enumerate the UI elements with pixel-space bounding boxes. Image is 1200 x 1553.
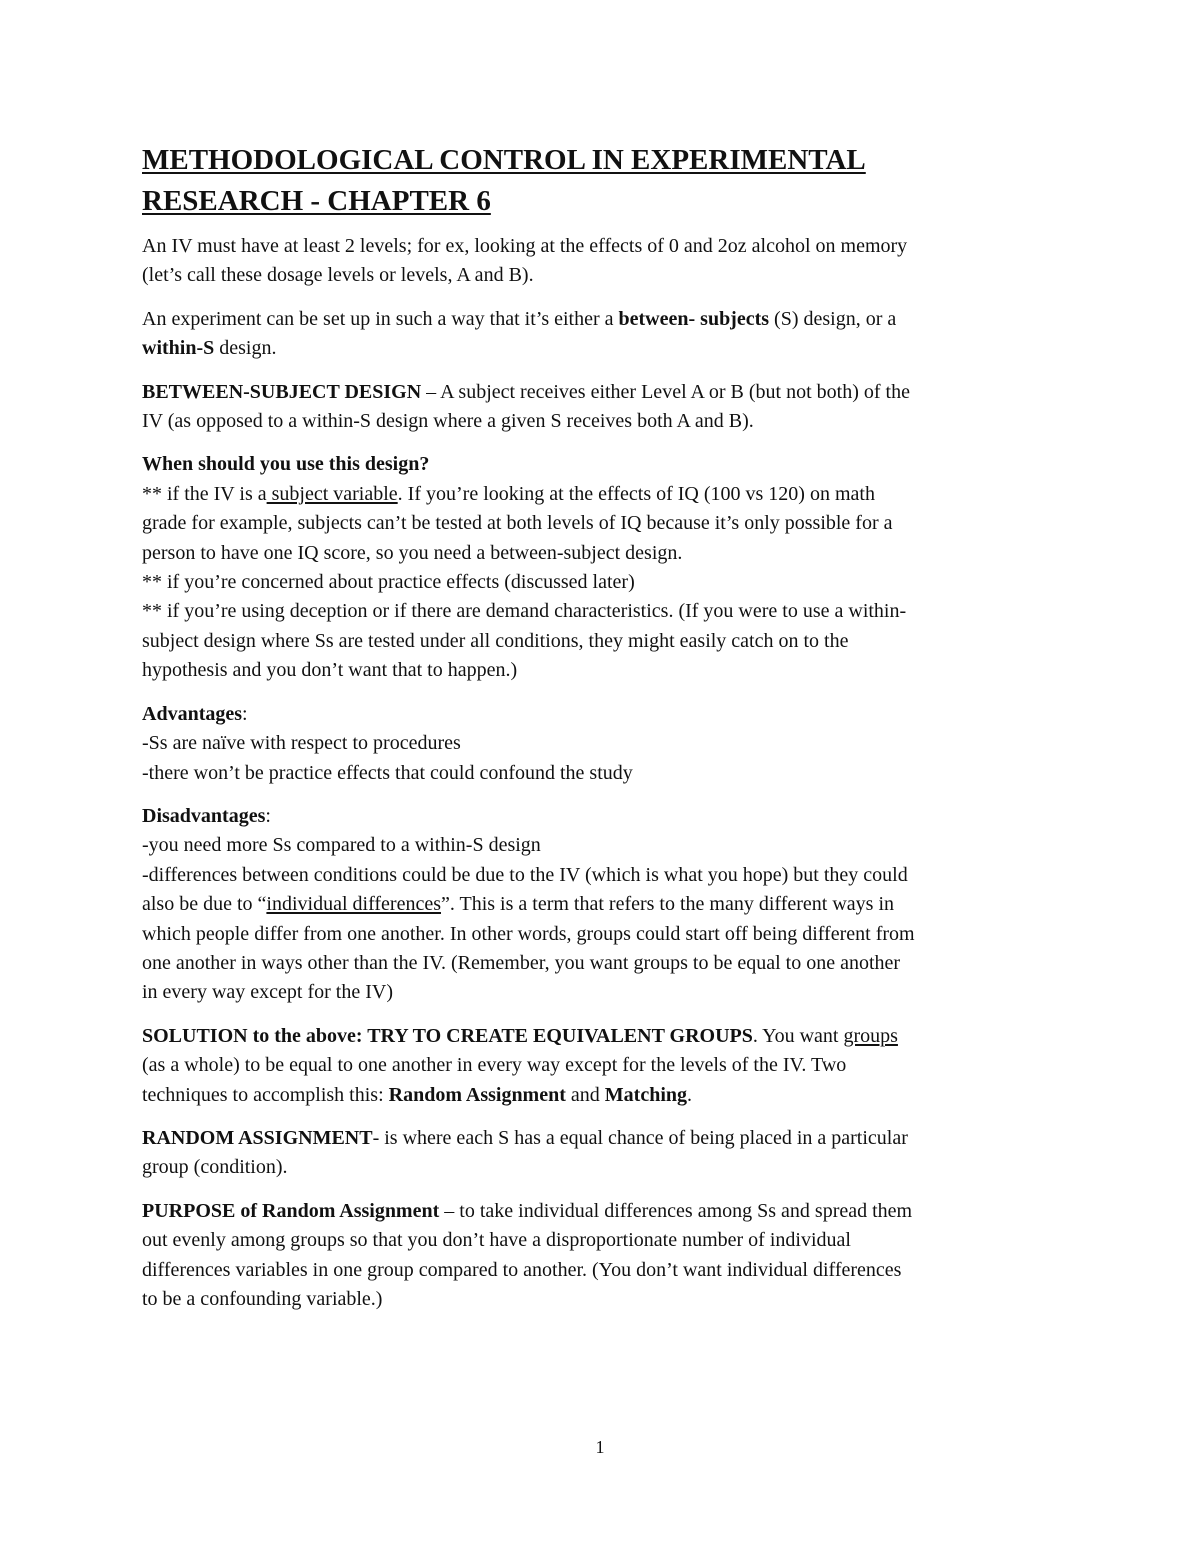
intro-2-text: (S) design, or a bbox=[769, 307, 897, 330]
title-line-2: RESEARCH - CHAPTER 6 bbox=[142, 185, 491, 217]
list-item: -there won’t be practice effects that could confound the study bbox=[142, 761, 633, 784]
random-assignment-label: RANDOM ASSIGNMENT bbox=[142, 1126, 373, 1149]
list-item: -differences between conditions could be due to the IV (which is what you hope) but they could bbox=[142, 863, 908, 886]
list-item: also be due to “ bbox=[142, 893, 267, 916]
between-subjects-term: between- subjects bbox=[618, 307, 770, 330]
matching-term: Matching bbox=[604, 1083, 687, 1106]
bullet-text: ** if the IV is a bbox=[142, 482, 267, 505]
within-s-term: within-S bbox=[142, 337, 215, 360]
heading-colon: : bbox=[242, 702, 248, 725]
list-item: in every way except for the IV) bbox=[142, 981, 393, 1004]
purpose-text: to be a confounding variable.) bbox=[142, 1288, 383, 1310]
intro-2-text: design. bbox=[214, 337, 277, 360]
solution-text: (as a whole) to be equal to one another in every way except for the levels of the IV. Two bbox=[142, 1054, 847, 1077]
document-body bbox=[142, 140, 1062, 1328]
list-item: -Ss are naïve with respect to procedures bbox=[142, 732, 461, 755]
purpose-paragraph bbox=[142, 1197, 1062, 1315]
advantages-heading: Advantages bbox=[142, 702, 243, 725]
solution-text: and bbox=[565, 1083, 605, 1106]
random-assignment-term: Random Assignment bbox=[388, 1083, 566, 1106]
solution-label: SOLUTION to the above: TRY TO CREATE EQUIVALENT GROUPS bbox=[142, 1024, 753, 1047]
page-number: 1 bbox=[595, 1437, 605, 1457]
heading-colon: : bbox=[265, 804, 271, 827]
bullet-text: subject design where Ss are tested under all conditions, they might easily catch on to the bbox=[142, 629, 849, 652]
bullet-text: grade for example, subjects can’t be tested at both levels of IQ because it’s only possible for a bbox=[142, 512, 893, 535]
bullet-text: . If you’re looking at the effects of IQ (100 vs 120) on math bbox=[397, 482, 875, 505]
solution-text: . You want bbox=[752, 1024, 844, 1047]
intro-paragraph-1 bbox=[142, 232, 1062, 291]
bullet-text: hypothesis and you don’t want that to happen.) bbox=[142, 659, 518, 682]
random-assignment-text: - is where each S has a equal chance of being placed in a particular bbox=[372, 1126, 908, 1149]
disadvantages-heading: Disadvantages bbox=[142, 804, 266, 827]
bullet-text: ** if you’re concerned about practice effects (discussed later) bbox=[142, 571, 635, 594]
solution-text: . bbox=[687, 1083, 692, 1106]
purpose-text: – to take individual differences among Ss and spread them bbox=[439, 1199, 913, 1222]
between-subject-label: BETWEEN-SUBJECT DESIGN bbox=[142, 380, 422, 403]
intro-1-line-2: (let’s call these dosage levels or levels, A and B). bbox=[142, 264, 534, 287]
list-item: one another in ways other than the IV. (Remember, you want groups to be equal to one another bbox=[142, 951, 901, 974]
bullet-text: ** if you’re using deception or if there are demand characteristics. (If you were to use a within- bbox=[142, 600, 907, 623]
when-to-use-section bbox=[142, 450, 1062, 685]
groups-term: groups bbox=[843, 1024, 898, 1047]
intro-paragraph-2 bbox=[142, 305, 1062, 364]
between-subject-paragraph bbox=[142, 378, 1062, 437]
list-item: which people differ from one another. In other words, groups could start off being different from bbox=[142, 922, 915, 945]
purpose-label: PURPOSE of Random Assignment bbox=[142, 1199, 440, 1222]
between-subject-text: IV (as opposed to a within-S design where a given S receives both A and B). bbox=[142, 410, 754, 433]
when-to-use-heading: When should you use this design? bbox=[142, 453, 430, 476]
intro-2-text: An experiment can be set up in such a way that it’s either a bbox=[142, 307, 619, 330]
disadvantages-section bbox=[142, 802, 1062, 1008]
bullet-text: person to have one IQ score, so you need a between-subject design. bbox=[142, 541, 683, 564]
purpose-text: out evenly among groups so that you don’t have a disproportionate number of individual bbox=[142, 1229, 851, 1252]
solution-paragraph bbox=[142, 1022, 1062, 1110]
subject-variable-term: subject variable bbox=[266, 482, 398, 505]
intro-1-line-1: An IV must have at least 2 levels; for ex, looking at the effects of 0 and 2oz alcohol on memory bbox=[142, 235, 908, 257]
individual-differences-term: individual differences bbox=[266, 893, 441, 916]
advantages-section bbox=[142, 700, 1062, 788]
document-title bbox=[142, 140, 1062, 222]
between-subject-text: – A subject receives either Level A or B (but not both) of the bbox=[421, 380, 910, 403]
title-line-1: METHODOLOGICAL CONTROL IN EXPERIMENTAL bbox=[142, 144, 866, 176]
purpose-text: differences variables in one group compared to another. (You don’t want individual differences bbox=[142, 1258, 902, 1281]
random-assignment-text: group (condition). bbox=[142, 1156, 288, 1179]
list-item: ”. This is a term that refers to the many different ways in bbox=[440, 893, 895, 916]
list-item: -you need more Ss compared to a within-S design bbox=[142, 834, 541, 857]
random-assignment-paragraph bbox=[142, 1124, 1062, 1183]
solution-text: techniques to accomplish this: bbox=[142, 1083, 389, 1106]
